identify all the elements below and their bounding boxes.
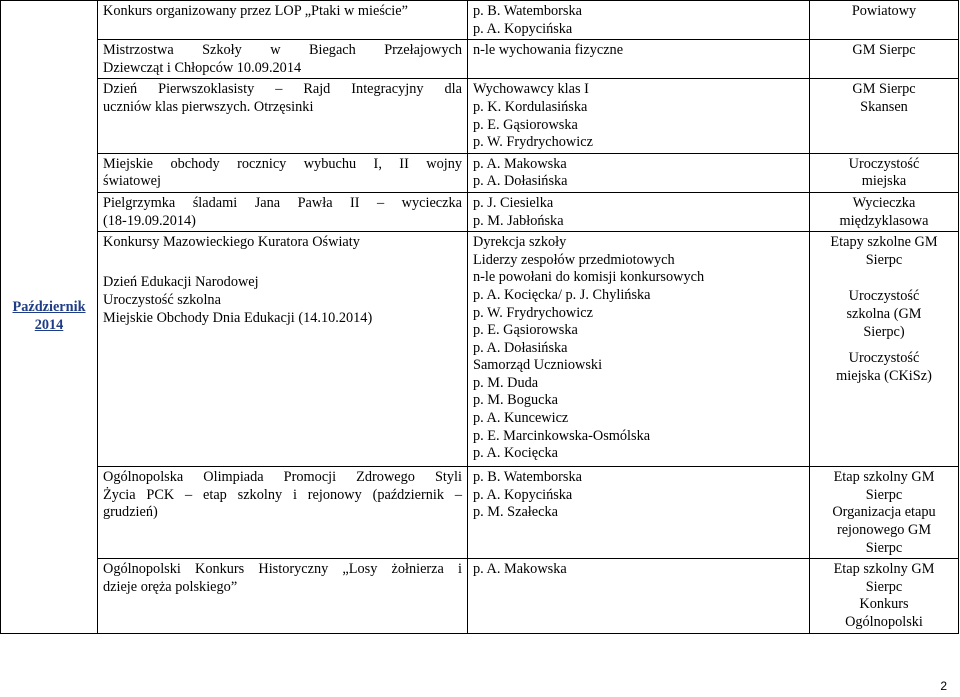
event-text: dzieje oręża polskiego” (103, 578, 238, 595)
level-text: GM Sierpc (852, 81, 916, 98)
event-text: Dzień Edukacji Narodowej (103, 274, 259, 291)
person: Dyrekcja szkoły (473, 234, 567, 251)
person: p. W. Frydrychowicz (473, 134, 593, 151)
table-row (1, 467, 959, 559)
page-number: 2 (940, 679, 947, 693)
level-cell (810, 467, 959, 559)
level-text: Konkurs (859, 596, 909, 613)
people-cell (468, 153, 810, 192)
people-cell (468, 192, 810, 231)
level-text: miejska (CKiSz) (836, 367, 932, 384)
level-text: szkolna (GM (846, 305, 922, 322)
level-cell (810, 79, 959, 153)
table-row (1, 559, 959, 633)
person: p. A. Dołasińska (473, 173, 568, 190)
level-text: miejska (861, 173, 907, 190)
level-text: Skansen (860, 98, 908, 115)
person: Liderzy zespołów przedmiotowych (473, 251, 675, 268)
event-text: Mistrzostwa Szkoły w Biegach Przełajowych (103, 42, 462, 59)
level-cell (810, 559, 959, 633)
level-cell (810, 40, 959, 79)
event-text: uczniów klas pierwszych. Otrzęsinki (103, 98, 314, 115)
table-row (1, 40, 959, 79)
person: p. M. Duda (473, 374, 539, 391)
event-cell (98, 467, 468, 559)
event-text: Ogólnopolski Konkurs Historyczny „Losy żołnierza i (103, 561, 462, 578)
person: p. A. Makowska (473, 155, 567, 172)
level-text: Uroczystość (848, 350, 920, 367)
level-text: Etapy szkolne GM (830, 234, 938, 251)
month-label: Październik (12, 299, 86, 316)
person: Samorząd Uczniowski (473, 357, 603, 374)
level-text: Uroczystość (848, 288, 920, 305)
level-text: Sierpc (865, 251, 903, 268)
person: p. B. Watemborska (473, 3, 582, 19)
event-text: Konkurs organizowany przez LOP „Ptaki w mieście” (103, 3, 408, 19)
month-cell (1, 1, 98, 634)
person: p. M. Szałecka (473, 504, 558, 521)
level-text: Etap szkolny GM (833, 561, 935, 578)
level-text: Uroczystość (848, 155, 920, 172)
event-text: Dziewcząt i Chłopców 10.09.2014 (103, 59, 302, 76)
level-cell (810, 232, 959, 467)
event-text: Miejskie Obchody Dnia Edukacji (14.10.2014) (103, 309, 373, 326)
event-text: Życia PCK – etap szkolny i rejonowy (październik – (103, 486, 462, 503)
people-cell (468, 467, 810, 559)
event-cell (98, 1, 468, 40)
people-cell (468, 559, 810, 633)
level-cell (810, 192, 959, 231)
level-text: GM Sierpc (852, 42, 916, 59)
person: p. M. Bogucka (473, 392, 558, 409)
level-text: Ogólnopolski (845, 613, 923, 630)
people-cell (468, 232, 810, 467)
person: p. J. Ciesielka (473, 194, 554, 211)
event-text: grudzień) (103, 504, 158, 521)
level-text: rejonowego GM (836, 521, 932, 538)
person: n-le powołani do komisji konkursowych (473, 269, 705, 286)
level-text: Sierpc (865, 486, 903, 503)
person: p. E. Gąsiorowska (473, 116, 578, 133)
person: p. W. Frydrychowicz (473, 304, 593, 321)
event-cell (98, 232, 468, 467)
table-row (1, 153, 959, 192)
table-row (1, 79, 959, 153)
person: p. A. Makowska (473, 561, 567, 578)
event-cell (98, 559, 468, 633)
event-cell (98, 79, 468, 153)
people-cell (468, 79, 810, 153)
level-text: Etap szkolny GM (833, 469, 935, 486)
table-row (1, 192, 959, 231)
table-row (1, 232, 959, 467)
person: p. E. Marcinkowska-Osmólska (473, 427, 651, 444)
level-text: Organizacja etapu (832, 504, 936, 521)
event-cell (98, 40, 468, 79)
level-text: Powiatowy (851, 3, 917, 19)
person: n-le wychowania fizyczne (473, 42, 624, 59)
event-text: Miejskie obchody rocznicy wybuchu I, II wojny (103, 155, 462, 172)
person: p. M. Jabłońska (473, 212, 564, 229)
person: p. A. Kopycińska (473, 486, 573, 503)
person: p. A. Kopycińska (473, 20, 573, 37)
person: p. A. Kocięcka (473, 445, 558, 462)
level-cell (810, 153, 959, 192)
person: Wychowawcy klas I (473, 81, 589, 98)
people-cell (468, 40, 810, 79)
event-cell (98, 192, 468, 231)
level-text: międzyklasowa (839, 212, 929, 229)
level-text: Sierpc) (863, 323, 905, 340)
person: p. E. Gąsiorowska (473, 322, 578, 339)
level-text: Sierpc (865, 578, 903, 595)
event-text: (18-19.09.2014) (103, 212, 196, 229)
person: p. B. Watemborska (473, 469, 582, 486)
level-text: Wycieczka (852, 194, 916, 211)
person: p. K. Kordulasińska (473, 98, 588, 115)
level-cell (810, 1, 959, 40)
person: p. A. Kuncewicz (473, 410, 569, 427)
event-cell (98, 153, 468, 192)
event-text: Konkursy Mazowieckiego Kuratora Oświaty (103, 234, 360, 251)
person: p. A. Dołasińska (473, 339, 568, 356)
year-label: 2014 (34, 316, 64, 333)
person: p. A. Kocięcka/ p. J. Chylińska (473, 286, 651, 303)
event-text: światowej (103, 173, 161, 190)
people-cell (468, 1, 810, 40)
event-text: Dzień Pierwszoklasisty – Rajd Integracyjny dla (103, 81, 462, 98)
level-text: Sierpc (865, 539, 903, 556)
table-row (1, 1, 959, 40)
event-text: Pielgrzymka śladami Jana Pawła II – wycieczka (103, 194, 462, 211)
event-text: Uroczystość szkolna (103, 291, 221, 308)
event-text: Ogólnopolska Olimpiada Promocji Zdrowego Styli (103, 469, 462, 486)
